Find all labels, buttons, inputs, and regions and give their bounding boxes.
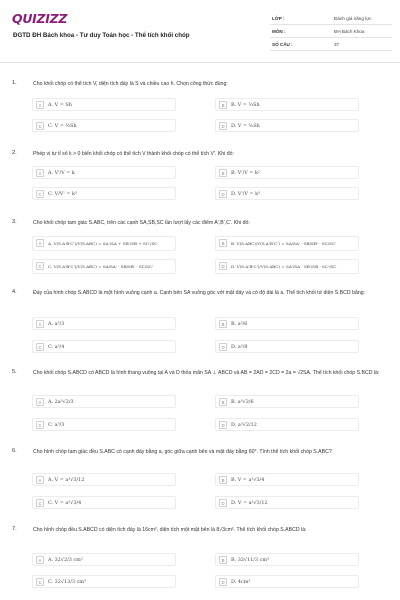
option-letter: D [219,343,227,351]
answer-option-b[interactable] [215,473,359,486]
option-text: D. V = ⅙Sh [231,123,260,129]
question-text: Cho hình chóp tam giác đều S.ABC có cạnh đáy bằng a, góc giữa cạnh bên và mặt đáy bằng 60°. Tính thể tích khối chóp S.ABC? [33,449,332,455]
question-text: Cho khối chóp S.ABCD có ABCD là hình thang vuông tại A và D thỏa mãn SA ⊥ ABCD và AB = 2AD = 2CD = 2a = √2SA. Thể tích khối chóp S.BCD là: [33,370,380,376]
option-text: A. 32√2/3 cm³ [48,557,83,563]
meta-value: ĐH Bách Khoa [334,29,365,34]
answer-option-d[interactable] [215,575,359,588]
option-letter: D [219,421,227,429]
question-number: 3. [12,219,17,225]
meta-label: MÔN : [272,29,286,34]
meta-value: 37 [334,42,340,47]
question-3 [0,219,400,277]
answer-option-a[interactable] [32,98,176,111]
option-text: B. V = a³√3/4 [231,477,265,483]
meta-row-class [270,12,392,25]
question-number: 5. [12,369,17,375]
option-letter: C [36,190,44,198]
option-text: B. 32√11/3 cm³ [231,557,269,563]
quizizz-logo: QUIZIZZ [12,11,68,26]
option-text: D. V = a³√3/12 [231,500,268,506]
answer-option-c[interactable] [32,575,176,588]
option-letter: B [219,101,227,109]
meta-label: SỐ CÂU : [272,42,293,47]
option-text: A. V'/V = k [48,170,75,176]
answer-option-b[interactable] [215,317,359,330]
option-text: B. V = ⅓Sh [231,102,260,108]
answer-option-d[interactable] [215,340,359,353]
question-number: 4. [12,289,17,295]
option-letter: B [219,239,227,247]
option-text: A. a³/3 [48,321,65,327]
option-letter: C [36,122,44,130]
answer-option-b[interactable] [215,166,359,179]
option-text: D. V'/V = k³ [231,191,261,197]
option-letter: A [36,101,44,109]
answer-option-b[interactable] [215,98,359,111]
question-text: Cho khối chóp tam giác S.ABC, trên các cạnh SA,SB,SC lần lượt lấy các điểm A',B',C'. Khi đó: [33,220,250,226]
option-letter: D [219,262,227,270]
question-number: 2. [12,150,17,156]
option-letter: B [219,398,227,406]
answer-option-a[interactable] [32,473,176,486]
question-5 [0,369,400,441]
meta-value: Đánh giá năng lực [334,16,372,21]
option-letter: C [36,578,44,586]
option-text: A. V = Sh [48,102,72,108]
answer-option-a[interactable] [32,553,176,566]
option-text: C. a³/3 [48,422,65,428]
answer-option-d[interactable] [215,187,359,200]
worksheet-title: ĐGTD ĐH Bách khoa - Tư duy Toán học - Thể tích khối chóp [13,32,190,39]
option-text: A. V = a³√3/12 [48,477,85,483]
question-6 [0,448,400,518]
option-letter: B [219,169,227,177]
answer-option-a[interactable] [32,236,176,251]
answer-option-a[interactable] [32,166,176,179]
answer-option-c[interactable] [32,259,176,274]
option-letter: A [36,556,44,564]
question-number: 7. [12,526,17,532]
answer-option-d[interactable] [215,418,359,431]
option-letter: D [219,190,227,198]
option-text: D. a³√2/12 [231,422,257,428]
option-text: B. V(S.ABC)/V(S.A'B'C') = SA/SA' · SB/SB' · SC/SC' [231,241,337,246]
question-text: Đáy của hình chóp S.ABCD là một hình vuông cạnh a. Cạnh bên SA vuông góc với mặt đáy và có độ dài là a. Thể tích khối tứ diện S.BCD bằng: [33,290,366,296]
answer-option-a[interactable] [32,395,176,408]
meta-label: LỚP : [272,16,285,21]
question-text: Cho khối chóp có thể tích V, diện tích đáy là S và chiều cao h. Chọn công thức đúng: [33,81,228,87]
worksheet-meta [270,12,392,51]
answer-option-a[interactable] [32,317,176,330]
option-letter: A [36,398,44,406]
option-text: B. a³√2/6 [231,399,254,405]
answer-option-c[interactable] [32,119,176,132]
option-letter: D [219,578,227,586]
answer-option-b[interactable] [215,236,359,251]
option-letter: A [36,239,44,247]
answer-option-d[interactable] [215,496,359,509]
answer-option-c[interactable] [32,187,176,200]
option-text: C. 32√13/3 cm³ [48,579,86,585]
question-text: Cho hình chóp đều S.ABCD có diện tích đáy là 16cm², diện tích một mặt bên là 8√3cm². Thể tích khối chóp S.ABCD là: [33,527,307,533]
option-text: D. 4cm³ [231,579,251,585]
answer-option-d[interactable] [215,119,359,132]
question-1 [0,80,400,138]
meta-row-count [270,38,392,51]
meta-row-subject [270,25,392,38]
option-letter: B [219,476,227,484]
option-text: A. V(S.A'B'C')/V(S.ABC) = SA'/SA + SB'/SB + SC'/SC [48,241,158,246]
option-text: C. V(S.A'B'C')/V(S.ABC) = SA/SA' · SB/SB' · SC/SC' [48,264,154,269]
option-text: C. V/V' = k³ [48,191,77,197]
question-7 [0,526,400,598]
option-letter: A [36,476,44,484]
question-number: 6. [12,448,17,454]
header-divider [0,62,400,63]
answer-option-c[interactable] [32,496,176,509]
option-text: C. a³/4 [48,344,65,350]
answer-option-c[interactable] [32,340,176,353]
answer-option-d[interactable] [215,259,359,274]
answer-option-c[interactable] [32,418,176,431]
option-letter: C [36,343,44,351]
option-text: A. 2a³√2/3 [48,399,74,405]
option-letter: B [219,556,227,564]
worksheet-header [0,0,400,62]
option-letter: A [36,169,44,177]
question-4 [0,289,400,359]
answer-option-b[interactable] [215,395,359,408]
option-text: C. V = a³√3/4 [48,500,82,506]
option-text: B. V'/V = k² [231,170,260,176]
option-text: D. V(S.A'B'C')/V(S.ABC) = SA'/SA · SB'/SB · SC'/SC [231,264,337,269]
option-text: C. V = ½Sh [48,123,77,129]
option-letter: C [36,262,44,270]
option-letter: D [219,122,227,130]
option-letter: B [219,320,227,328]
option-letter: C [36,499,44,507]
option-letter: A [36,320,44,328]
question-text: Phép vị tự tỉ số k > 0 biến khối chóp có thể tích V thành khối chóp có thể tích V'. Khi đó: [33,151,234,157]
option-letter: C [36,421,44,429]
option-text: D. a³/8 [231,344,248,350]
answer-option-b[interactable] [215,553,359,566]
option-letter: D [219,499,227,507]
question-2 [0,150,400,208]
option-text: B. a³/6 [231,321,248,327]
question-number: 1. [12,80,17,86]
